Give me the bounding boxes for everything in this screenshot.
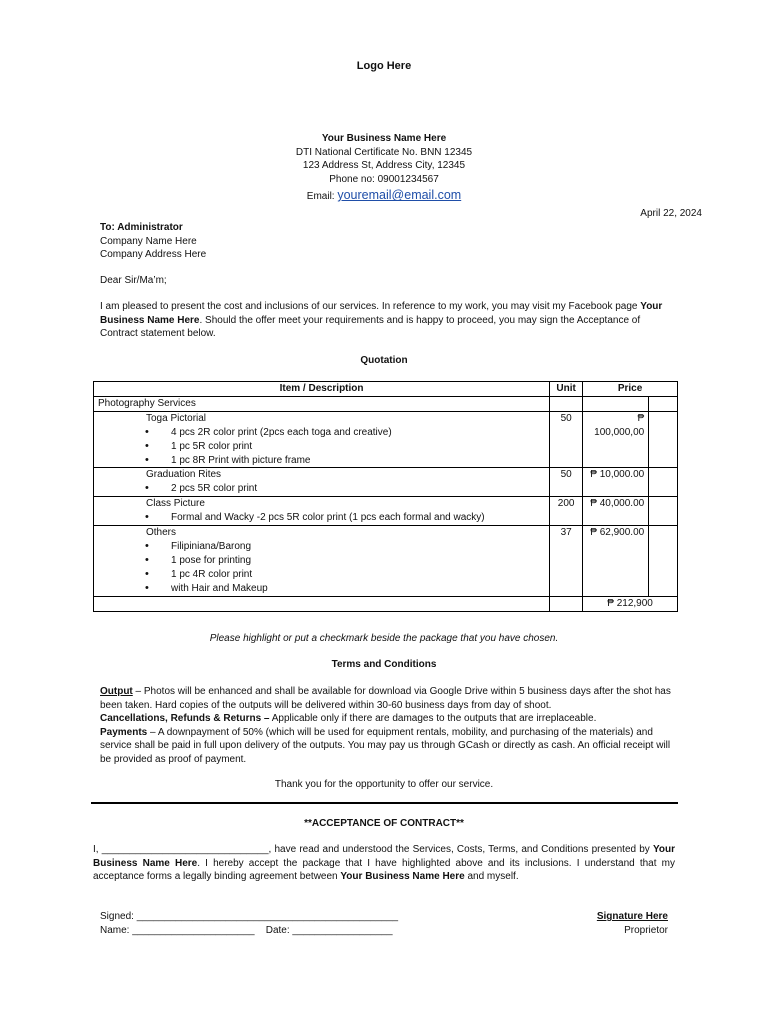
terms-title: Terms and Conditions [331,659,437,670]
list-item: • 1 pose for printing [98,554,545,568]
item-price: ₱ 100,000,00 [583,411,649,468]
terms-block [100,685,678,767]
list-item: • with Hair and Makeup [98,582,545,596]
intro-text-1: I am pleased to present the cost and inclusions of our services. In reference to my work, you may visit my Facebook page [100,301,641,312]
table-header-row [94,382,678,397]
acceptance-text-1: I, ______________________________, have read and understood the Services, Costs, Terms, and Conditions presented by [93,844,653,855]
signature-lines [100,910,398,937]
item-unit: 50 [550,468,583,497]
table-row [94,396,678,411]
term-cancellations [100,712,678,726]
item-description [94,497,550,526]
acceptance-text-3: and myself. [464,871,519,883]
item-name: Graduation Rites [146,469,222,481]
item-description [94,526,550,597]
list-item: • 4 pcs 2R color print (2pcs each toga and creative) [98,426,545,440]
total-row [94,596,678,611]
term-cancel-label: Cancellations, Refunds & Returns – [100,713,270,725]
acceptance-business-1: Your Business Name Here [93,844,675,869]
item-description [94,411,550,468]
email-label: Email: [306,191,338,203]
intro-business-name: Your Business Name Here [100,301,663,326]
header-item: Item / Description [94,382,550,397]
list-item: • 1 pc 4R color print [98,568,545,582]
total-price: ₱ 212,900 [583,596,678,611]
item-description [94,468,550,497]
thank-you-line: Thank you for the opportunity to offer our service. [274,779,494,790]
email-link[interactable]: youremail@email.com [337,188,462,203]
name-line: Name: ______________________ [100,924,255,936]
name-date-line [100,924,398,938]
term-cancel-text: Applicable only if there are damages to the outputs that are irreplaceable. [269,713,597,725]
quotation-table [93,381,678,612]
header-unit: Unit [550,382,583,397]
item-price: ₱ 10,000.00 [583,468,649,497]
item-name: Others [146,527,177,539]
list-item: • Filipiniana/Barong [98,540,545,554]
item-unit: 50 [550,411,583,468]
acceptance-business-2: Your Business Name Here [340,871,465,883]
package-note: Please highlight or put a checkmark beside the package that you have chosen. [209,633,559,644]
term-payments-label: Payments [100,726,148,738]
signed-line: Signed: _______________________________________________ [100,911,399,922]
term-output [100,685,678,712]
business-name: Your Business Name Here [321,133,447,144]
intro-text-2: . Should the offer meet your requirements and is happy to proceed, you may sign the Acceptance of Contract statement below. [100,314,641,340]
acceptance-text-2: . I hereby accept the package that I have highlighted above and its inclusions. I understand that my acceptance forms a legally binding agreement between [93,857,675,883]
table-row [94,468,678,497]
item-price: ₱ 40,000.00 [583,497,649,526]
table-row [94,526,678,597]
signature-block [468,910,668,937]
section-divider [91,802,678,804]
signature-label: Signature Here [596,911,668,922]
header-price: Price [583,382,678,397]
term-payments-text: – A downpayment of 50% (which will be used for equipment rentals, mobility, and purchasing of the materials) and service shall be paid in full upon delivery of the outputs. You may pay us through GCash or directly as cash. An official receipt will be provided as proof of payment. [100,726,671,765]
recipient-address: Company Address Here [100,249,207,261]
intro-paragraph [100,300,678,341]
table-row [94,497,678,526]
item-unit: 200 [550,497,583,526]
item-name: Class Picture [146,498,205,510]
certificate-number: DTI National Certificate No. BNN 12345 [295,146,473,158]
date-line: Date: __________________ [265,924,393,936]
acceptance-paragraph [93,843,675,884]
recipient-to: To: Administrator [100,222,183,233]
logo-placeholder: Logo Here [356,60,412,72]
item-price: ₱ 62,900.00 [583,526,649,597]
table-row [94,411,678,468]
item-unit: 37 [550,526,583,597]
recipient-company: Company Name Here [100,235,197,247]
signature-role: Proprietor [624,924,668,936]
list-item: • 2 pcs 5R color print [98,482,545,496]
business-header [0,132,768,204]
term-output-label: Output [100,686,133,697]
business-address: 123 Address St, Address City, 12345 [302,160,466,172]
recipient-block [100,221,206,262]
list-item: • 1 pc 5R color print [98,440,545,454]
item-name: Toga Pictorial [146,412,207,424]
acceptance-title: **ACCEPTANCE OF CONTRACT** [304,818,464,829]
term-output-text: – Photos will be enhanced and shall be available for download via Google Drive within 5 business days after the shot has been taken. Hard copies of the outputs will be delivered within 30-60 business days from day of shoot. [100,686,671,711]
business-phone: Phone no: 09001234567 [329,173,439,185]
term-payments [100,726,678,767]
list-item: • 1 pc 8R Print with picture frame [98,454,545,468]
category-label: Photography Services [94,396,550,411]
salutation: Dear Sir/Ma’m; [100,275,167,286]
quotation-title: Quotation [360,355,408,366]
letter-date: April 22, 2024 [640,208,702,219]
list-item: • Formal and Wacky -2 pcs 5R color print (1 pcs each formal and wacky) [98,511,545,525]
